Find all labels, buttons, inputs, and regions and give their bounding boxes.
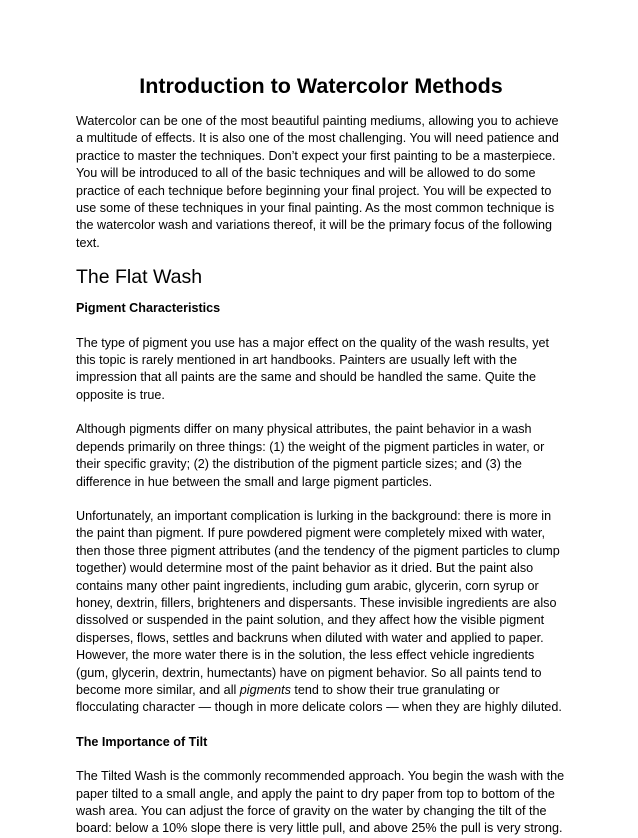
intro-paragraph: Watercolor can be one of the most beautiful painting mediums, allowing you to achieve a multitude of effects. It is also one of the most challenging. You will need patience and practice to master the techniques. Don’t expect your first painting to be a masterpiece. You will be introduced to all of the basic techniques and will be allowed to do some practice of each technique before beginning your final project. You will be expected to use some of these techniques in your final painting. As the most common technique is the watercolor wash and variations thereof, it will be the primary focus of the following text. (76, 114, 559, 250)
subheading-importance-of-tilt: The Importance of Tilt (76, 734, 208, 749)
pigment-paragraph-1: The type of pigment you use has a major effect on the quality of the wash results, yet this topic is rarely mentioned in art handbooks. Painters are usually left with the impression that all paints are the same and should be handled the same. Quite the opposite is true. (76, 335, 549, 402)
subheading-pigment-characteristics: Pigment Characteristics (76, 301, 221, 316)
document-title: Introduction to Watercolor Methods (139, 74, 503, 98)
tilt-paragraph-1: The Tilted Wash is the commonly recommended approach. You begin the wash with the paper tilted to a small angle, and apply the paint to dry paper from top to bottom of the wash area. You can adjust the force of gravity on the water by changing the tilt of the board: below a 10% slope there is very little pull, and above 25% the pull is very strong. (76, 769, 565, 836)
section-heading-flat-wash: The Flat Wash (76, 266, 203, 289)
pigment-paragraph-3-emphasis: pigments (239, 682, 291, 697)
pigment-paragraph-3-text-start: Unfortunately, an important complication is lurking in the background: there is more in the paint than pigment. If pure powdered pigment were completely mixed with water, then those three pigment attributes (and the tendency of the pigment particles to clump together) would determine most of the paint behavior as it dried. But the paint also contains many other paint ingredients, including gum arabic, glycerin, corn syrup or honey, dextrin, fillers, brighteners and dispersants. These invisible ingredients are also dissolved or suspended in the paint solution, and they affect how the visible pigment disperses, flows, settles and backruns when diluted with water and applied to paper. However, the more water there is in the solution, the less effect vehicle ingredients (gum, glycerin, dextrin, humectants) have on pigment behavior. So all paints tend to become more similar, and all (76, 508, 560, 697)
pigment-paragraph-3-text-end: tend to show their true granulating or flocculating character — though in more delicate colors — when they are highly diluted. (76, 682, 562, 715)
pigment-paragraph-3 (76, 508, 566, 717)
pigment-paragraph-2: Although pigments differ on many physical attributes, the paint behavior in a wash depends primarily on three things: (1) the weight of the pigment particles in water, or their specific gravity; (2) the distribution of the pigment particle sizes; and (3) the difference in hue between the small and large pigment particles. (76, 422, 545, 489)
